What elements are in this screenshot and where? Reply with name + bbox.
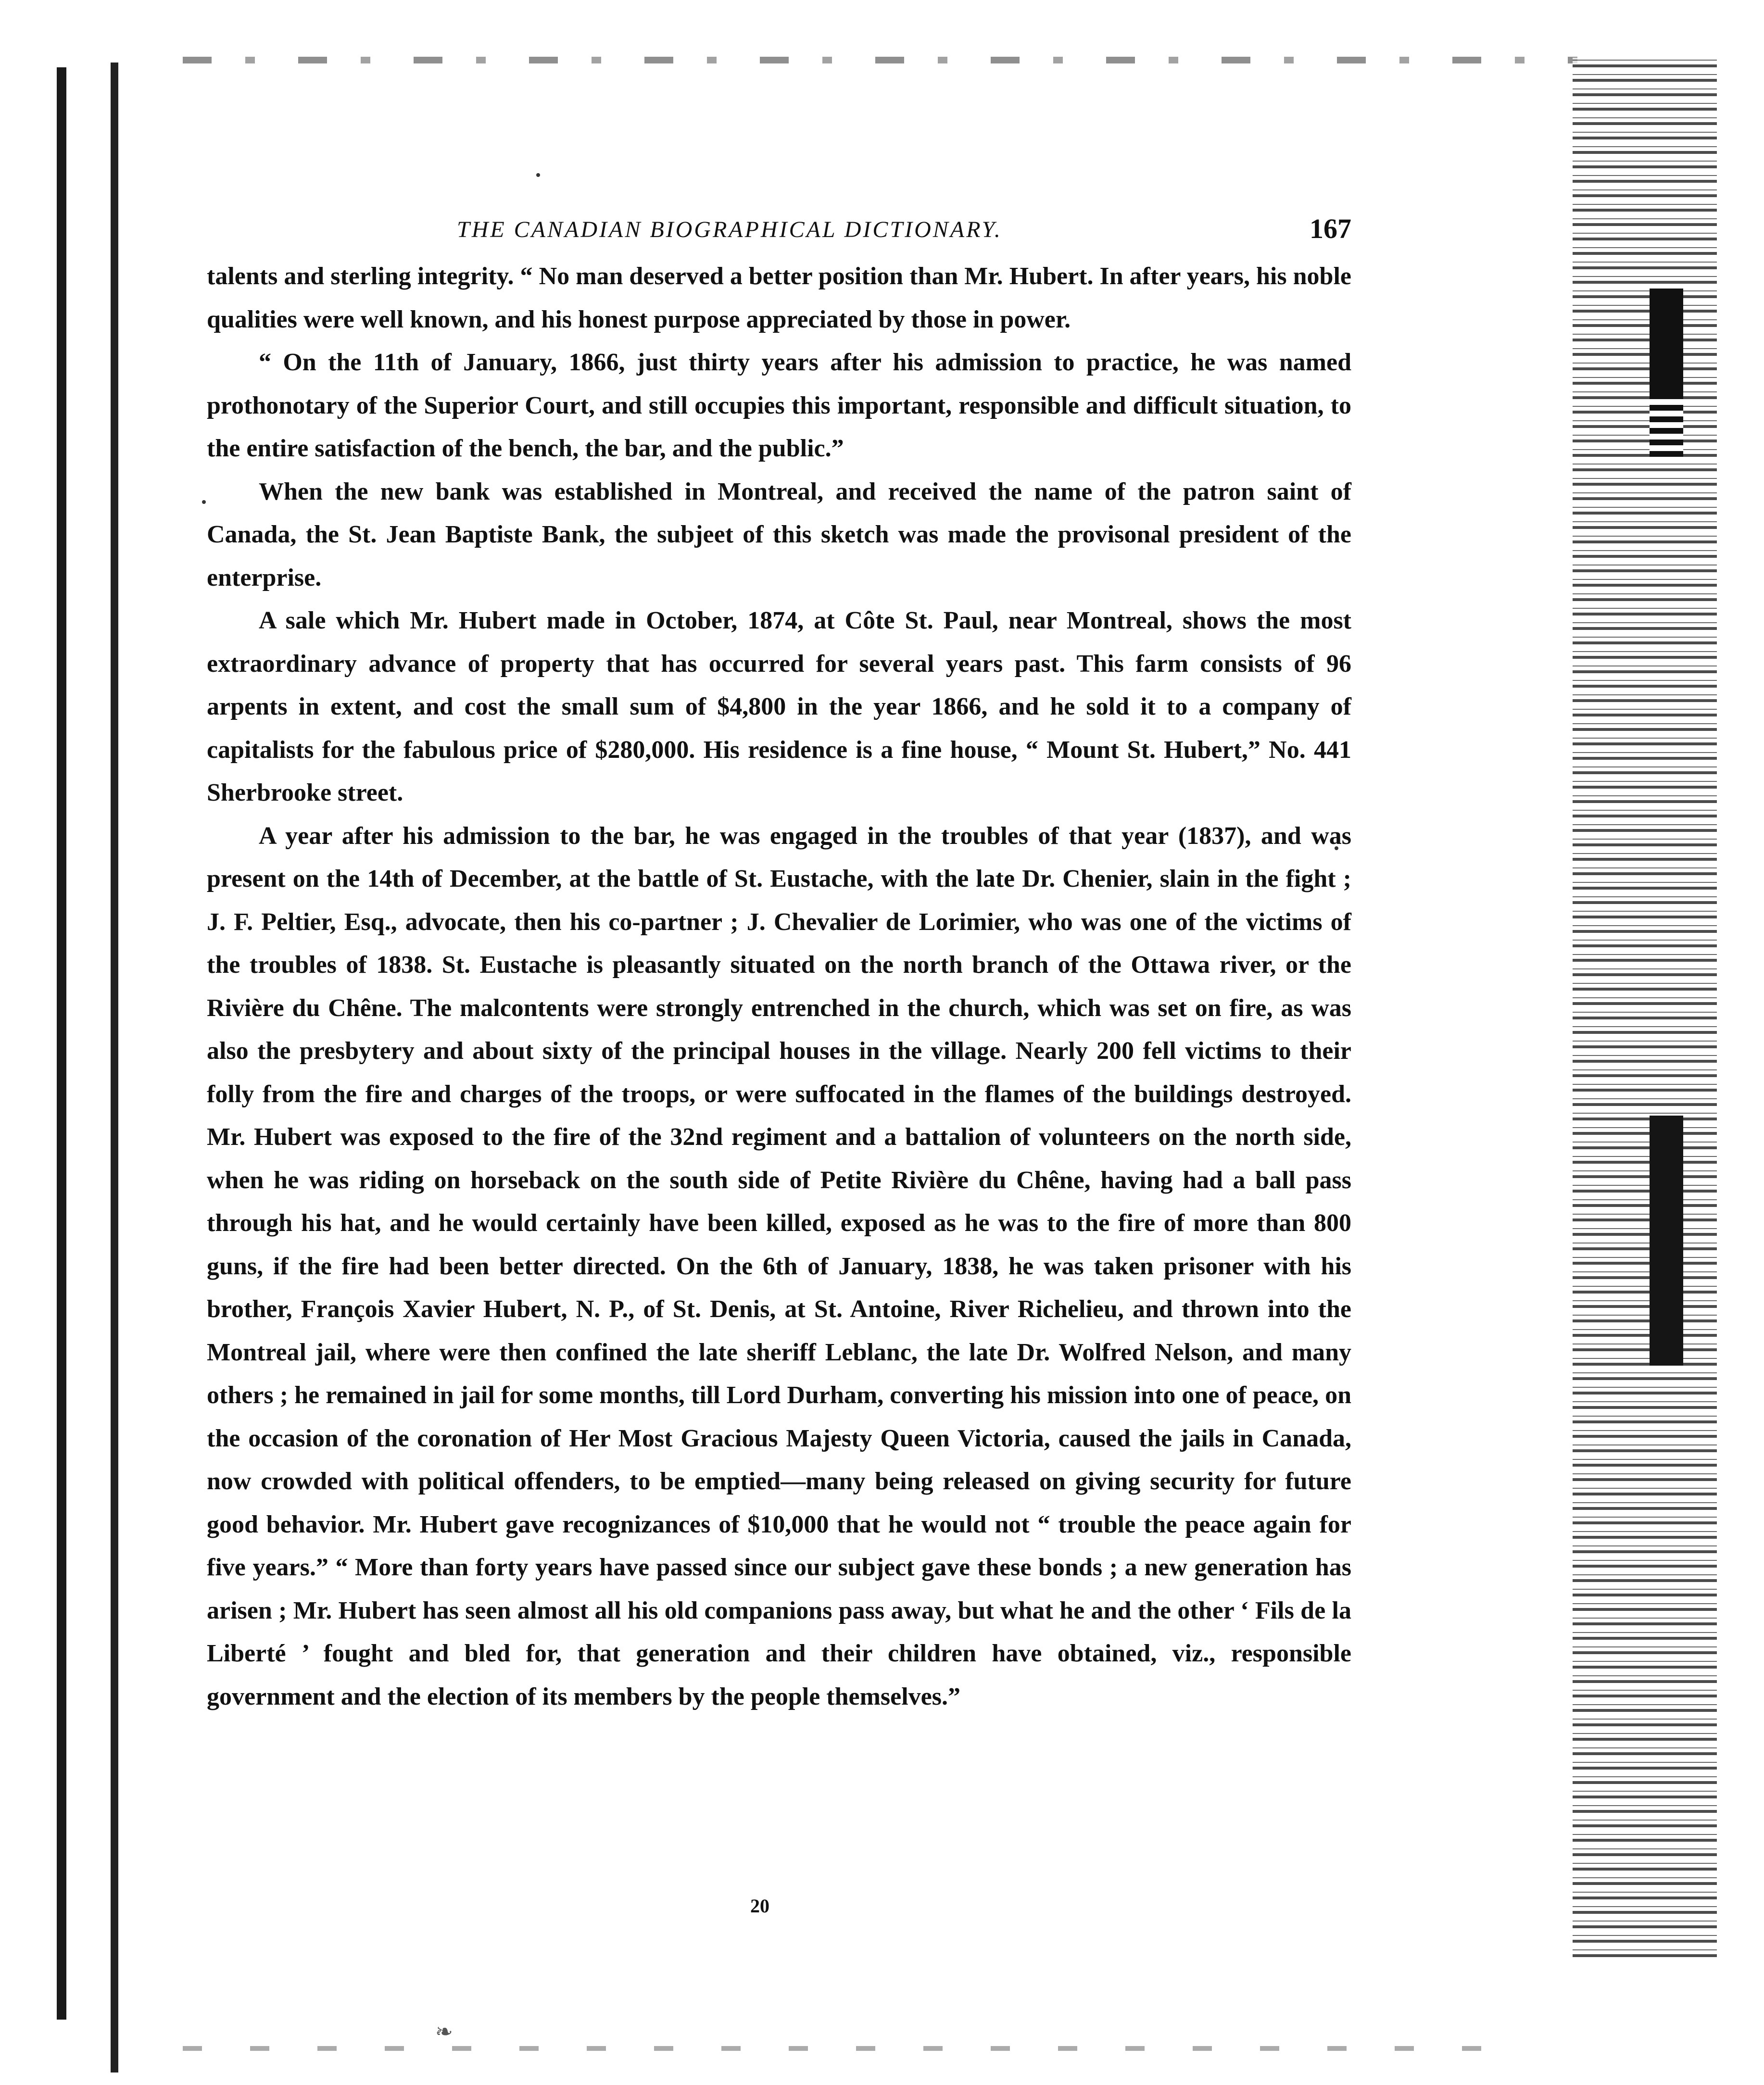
page-number: 167 (1310, 213, 1351, 244)
scan-noise (183, 57, 1577, 63)
running-title: THE CANADIAN BIOGRAPHICAL DICTIONARY. (457, 217, 1002, 242)
scan-speck (536, 173, 540, 177)
paragraph: “ On the 11th of January, 1866, just thirty years after his admission to practice, he was named prothonotary of the Superior Court, and still occupies this important, responsible and difficult situation, to the entire satisfaction of the bench, the bar, and the public.” (207, 349, 1351, 462)
scan-edge-noise (1650, 1116, 1683, 1366)
scan-edge-noise (1573, 58, 1717, 1957)
scan-edge-noise (1650, 289, 1683, 409)
paragraph: A year after his admission to the bar, he was engaged in the troubles of that year (1837), and was present on the 14th of December, at the battle of St. Eustache, with the late Dr. Chenier, slain in the fight ; J. F. Peltier, Esq., advocate, then his co-partner ; J. Chevalier de Lorimier, who was one of the victims of the troubles of 1838. St. Eustache is pleasantly situated on the north branch of the Ottawa river, or the Rivière du Chêne. The malcontents were strongly entrenched in the church, which was set on fire, as was also the presbytery and about sixty of the principal houses in the village. Nearly 200 fell victims to their folly from the fire and charges of the troops, or were suffocated in the flames of the buildings destroyed. Mr. Hubert was exposed to the fire of the 32nd regiment and a battalion of volunteers on the north side, when he was riding on horseback on the south side of Petite Rivière du Chêne, having had a ball pass through his hat, and he would certainly have been killed, exposed as he was to the fire of more than 800 guns, if the fire had been better directed. On the 6th of January, 1838, he was taken prisoner with his brother, François Xavier Hubert, N. P., of St. Denis, at St. Antoine, River Richelieu, and thrown into the Montreal jail, where were then confined the late sheriff Leblanc, the late Dr. Wolfred Nelson, and many others ; he remained in jail for some months, till Lord Durham, converting his mission into one of peace, on the occasion of the coronation of Her Most Gracious Majesty Queen Victoria, caused the jails in Canada, now crowded with political offenders, to be emptied—many being released on giving security for future good behavior. Mr. Hubert gave recognizances of $10,000 that he would not “ trouble the peace again for five years.” “ More than forty years have passed since our subject gave these bonds ; a new generation has arisen ; Mr. Hubert has seen almost all his old companions pass away, but what he and the other ‘ Fils de la Liberté ’ fought and bled for, that generation and their children have obtained, viz., responsible government and the election of its members by the people themselves.” (207, 822, 1351, 1710)
scan-edge-shadow (111, 63, 118, 2072)
book-page (207, 202, 1351, 1718)
paragraph: A sale which Mr. Hubert made in October, 1874, at Côte St. Paul, near Montreal, shows the most extraordinary advance of property that has occurred for several years past. This farm consists of 96 arpents in extent, and cost the small sum of $4,800 in the year 1866, and he sold it to a company of capitalists for the fabulous price of $280,000. His residence is a fine house, “ Mount St. Hubert,” No. 441 Sherbrooke street. (207, 607, 1351, 806)
paragraph: talents and sterling integrity. “ No man deserved a better position than Mr. Hubert. In after years, his noble qualities were well known, and his honest purpose appreciated by those in power. (207, 263, 1351, 333)
stray-ink-mark: ❧ (435, 2020, 453, 2044)
running-head (207, 202, 1351, 255)
scan-noise (183, 2046, 1481, 2051)
scan-speck (202, 500, 206, 504)
signature-mark: 20 (750, 1895, 769, 1917)
scan-edge-shadow (57, 67, 66, 2020)
paragraph: When the new bank was established in Montreal, and received the name of the patron saint of Canada, the St. Jean Baptiste Bank, the subjeet of this sketch was made the provisonal president of the enterprise. (207, 477, 1351, 591)
scan-edge-noise (1650, 399, 1683, 457)
